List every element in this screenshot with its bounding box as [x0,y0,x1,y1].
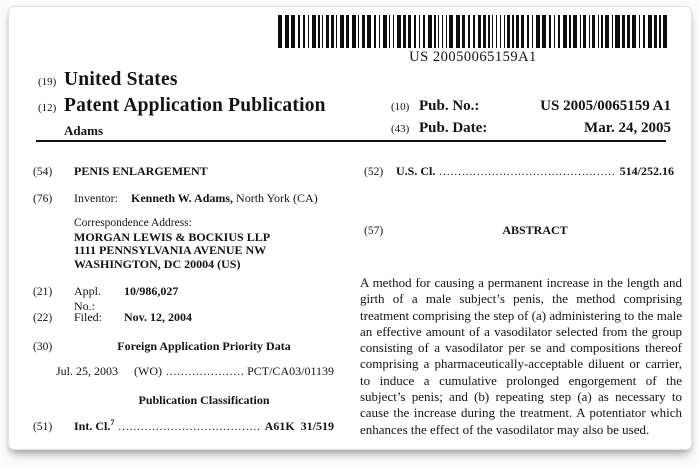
foreign-priority-heading-row [33,339,334,354]
intcl-value: A61K 31/519 [264,419,334,433]
filed-code: (22) [33,312,53,324]
abstract-heading: ABSTRACT [502,223,568,237]
filed-date-row [33,310,334,325]
appl-label: Appl. No.: [74,284,101,313]
pub-no-line [391,98,671,120]
publication-classification-heading-row [33,393,334,408]
applicant-name: Adams [64,123,104,138]
foreign-code: (30) [33,341,53,353]
inventor-label: Inventor: [74,191,118,205]
invention-title-row [33,164,334,179]
header-right [391,98,671,142]
int-cl-row [33,418,334,434]
inventor-code: (76) [33,193,53,205]
title-code: (54) [33,166,53,178]
pub-date-code: (43) [391,123,410,135]
doc-type-line [38,95,326,121]
document-type: Patent Application Publication [64,95,326,116]
pub-date-label: Pub. Date: [419,120,488,136]
abstract-heading-row [364,223,674,238]
inventor-name-line [131,191,318,206]
filed-label: Filed: [74,310,103,324]
pub-no-code: (10) [391,101,410,113]
barcode [278,15,668,66]
appl-code: (21) [33,286,53,298]
us-cl-row [364,164,674,179]
pub-no-value: US 2005/0065159 A1 [540,98,671,114]
dotted-leader [118,419,260,434]
intcl-code: (51) [33,421,53,433]
dotted-leader [166,364,243,379]
inventor-row [33,191,334,206]
pub-date-value: Mar. 24, 2005 [584,120,671,136]
header-divider [36,140,666,142]
intcl-label: Int. Cl.$^7$ [74,418,115,433]
pub-no-label: Pub. No.: [419,98,480,114]
barcode-bars-icon [278,15,668,48]
correspondence-address-block [74,217,270,271]
priority-date: Jul. 25, 2003 [56,364,119,378]
filed-value: Nov. 12, 2004 [124,310,193,324]
intcl-superscript: 7 [110,418,115,427]
uscl-value: 514/252.16 [619,164,674,178]
priority-office: (WO) [134,364,162,378]
uscl-code: (52) [364,166,384,178]
appl-value: 10/986,027 [124,284,179,298]
pub-date-line [391,120,671,142]
inventor-name: Kenneth W. Adams, [131,191,234,205]
country-name: United States [64,69,178,90]
correspondence-line: 1111 PENNSYLVANIA AVENUE NW [74,243,267,258]
header-left [38,69,326,139]
kind-code-12: (12) [38,102,57,114]
barcode-text: US 20050065159A1 [409,49,537,65]
correspondence-line: WASHINGTON, DC 20004 (US) [74,256,241,271]
abstract-text: A method for causing a permanent increase in the length and girth of a male subject’s penis, the method comprising treatment comprising the step of (a) administering to the male an effective amount of a vasodilator selected from the group consisting of a vasodilator per se and compositions thereof comprising a pharmaceutically-acceptable diluent or carrier, to induce a cumulative prolonged engorgement of the subject’s penis; and (b) repeating step (a) as necessary to cause the increase during the treatment. A potentiator which enhances the effect of the vasodilator may also be used. [360,275,682,437]
correspondence-line: MORGAN LEWIS & BOCKIUS LLP [74,229,271,244]
uscl-label: U.S. Cl. [396,164,436,178]
kind-code-19: (19) [38,76,57,88]
patent-document-page [8,6,692,450]
correspondence-label: Correspondence Address: [74,217,192,229]
abstract-code: (57) [364,225,384,237]
foreign-priority-heading: Foreign Application Priority Data [117,339,291,353]
inventor-location: North York (CA) [233,191,318,205]
publication-classification-heading: Publication Classification [138,393,270,407]
priority-number: PCT/CA03/01139 [247,364,334,378]
priority-data-row [56,364,334,379]
dotted-leader [439,164,615,179]
invention-title: PENIS ENLARGEMENT [74,164,208,178]
country-line [38,69,326,95]
